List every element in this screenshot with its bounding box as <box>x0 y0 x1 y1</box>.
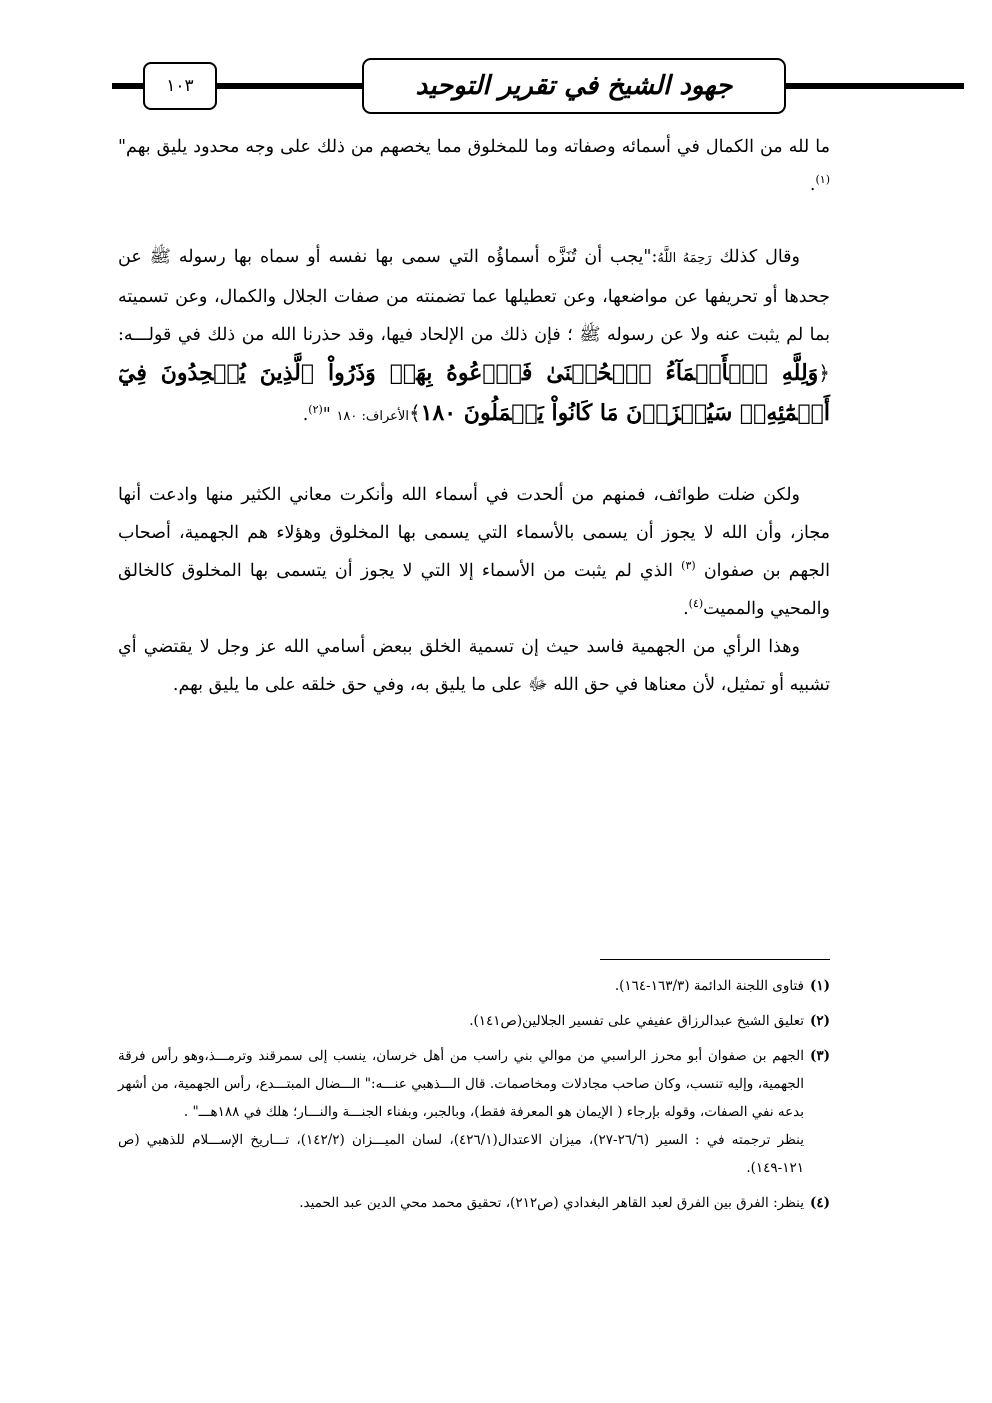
paragraph-3 <box>118 476 830 628</box>
footnote-text-sources: ينظر ترجمته في : السير (٢٦/٦-٢٧)، ميزان الاعتدال(٤٢٦/١)، لسان الميـــزان (١٤٢/٢)، تـــاريخ الإســـلام للذهبي (ص ١٢١-١٤٩). <box>118 1132 804 1176</box>
paragraph-2 <box>118 238 830 436</box>
paragraph-2-dot: . <box>302 405 309 425</box>
paragraph-4-b: على ما يليق به، وفي حق خلقه على ما يليق بهم. <box>172 675 523 695</box>
honorific-jalla-jalaluh: ﷻ <box>527 675 548 695</box>
honorific-rahimahullah: رَحِمَهُ اللَّهُ <box>657 251 712 266</box>
honorific-saw-1: ﷺ <box>149 247 171 267</box>
paragraph-2-quote-b: عن جحدها أو تحريفها عن مواضعها، وعن تعطيلها عما تضمنته من صفات الجلال والكمال، وعن تسميته بما لم يثبت عنه ولا عن رسوله <box>118 247 830 345</box>
footnote-text: تعليق الشيخ عبدالرزاق عفيفي على تفسير الجلالين(ص١٤١). <box>469 1013 804 1029</box>
quran-bracket-open: ﴿ <box>818 361 830 385</box>
book-title: جهود الشيخ في تقرير التوحيد <box>362 58 786 114</box>
paragraph-4-a: وهذا الرأي من الجهمية فاسد حيث إن تسمية الخلق ببعض أسامي الله عز وجل لا يقتضي أي تشبيه أو تمثيل، لأن معناها في حق الله <box>118 637 830 695</box>
paragraph-2-start: وقال كذلك <box>719 247 800 267</box>
footnote-ref-1: (١) <box>815 173 830 187</box>
footnote-separator <box>600 959 830 960</box>
paragraph-1-end: . <box>809 175 816 195</box>
footnote-number: (٣) <box>809 1048 830 1064</box>
paragraph-1-text: ما لله من الكمال في أسمائه وصفاته وما للمخلوق مما يخصهم من ذلك على وجه محدود يليق بهم" <box>118 137 830 157</box>
paragraph-4 <box>118 628 830 704</box>
paragraph-1 <box>118 128 830 204</box>
quran-bracket-close: ﴾ <box>408 401 421 425</box>
paragraph-3-dot: . <box>683 599 689 619</box>
footnote-number: (٢) <box>809 1013 830 1029</box>
footnote-number: (١) <box>809 978 830 994</box>
footnote-2 <box>118 1007 830 1035</box>
paragraph-3-b: الذي لم يثبت من الأسماء إلا التي لا يجوز أن يتسمى بها المخلوق كالخالق والمحيي والمميت <box>118 561 830 619</box>
quran-reference: الأعراف: ١٨٠ <box>336 409 409 424</box>
footnote-3 <box>118 1042 830 1182</box>
footnote-text: ينظر: الفرق بين الفرق لعبد القاهر البغدادي (ص٢١٢)، تحقيق محمد محي الدين عبد الحميد. <box>299 1195 804 1211</box>
paragraph-2-quote-c: ؛ فإن ذلك من الإلحاد فيها، وقد حذرنا الله من ذلك في قولـــه: <box>118 325 573 345</box>
paragraph-2-end: " <box>322 405 331 425</box>
paragraph-2-quote-a: :"يجب أن تُنَزَّه أسماؤُه التي سمى بها نفسه أو سماه بها رسوله <box>178 247 658 267</box>
main-text <box>118 128 830 704</box>
footnote-4 <box>118 1189 830 1217</box>
footnote-ref-2: (٢) <box>308 403 323 417</box>
paragraph-3-a: ولكن ضلت طوائف، فمنهم من ألحدت في أسماء الله وأنكرت معاني الكثير منها وادعت أنها مجاز، وأن الله لا يجوز أن يسمى بالأسماء التي يسمى بها المخلوق وهؤلاء هم الجهمية، أصحاب الجهم بن صفوان <box>118 485 830 581</box>
footnote-number: (٤) <box>809 1195 830 1211</box>
footnotes <box>118 972 830 1217</box>
quran-verse: وَلِلَّهِ ٱلۡأَسۡمَآءُ ٱلۡحُسۡنَىٰ فَٱدۡعُوهُ بِهَاۖ وَذَرُواْ ٱلَّذِينَ يُلۡحِدُونَ فِيٓ أَسۡمَٰٓئِهِۦۚ سَيُجۡزَوۡنَ مَا كَانُواْ يَعۡمَلُونَ ١٨٠ <box>118 360 830 426</box>
page-header <box>0 56 992 126</box>
footnote-ref-3: (٣) <box>681 559 696 573</box>
footnote-text: الجهم بن صفوان أبو محرز الراسبي من موالي بني راسب من أهل خرسان، ينسب إلى سمرقند وترمـــذ،وهو رأس فرقة الجهمية، وإليه تنسب، وكان صاحب مجادلات ومخاصمات. قال الـــذهبي عنـــه:" الـــضال المبتـــدع، رأس الجهمية، من أشهر بدعه نفي الصفات، وقوله بإرجاء ( الإيمان هو المعرفة فقط)، وبالجبر، وبفناء الجنـــة والنـــار؛ هلك في ١٨٨هـــ" . <box>118 1048 804 1120</box>
footnote-text: فتاوى اللجنة الدائمة (١٦٣/٣-١٦٤). <box>614 978 804 994</box>
honorific-saw-2: ﷺ <box>579 325 601 345</box>
page-number: ١٠٣ <box>143 62 217 110</box>
footnote-ref-4: (٤) <box>688 597 704 611</box>
footnote-1 <box>118 972 830 1000</box>
